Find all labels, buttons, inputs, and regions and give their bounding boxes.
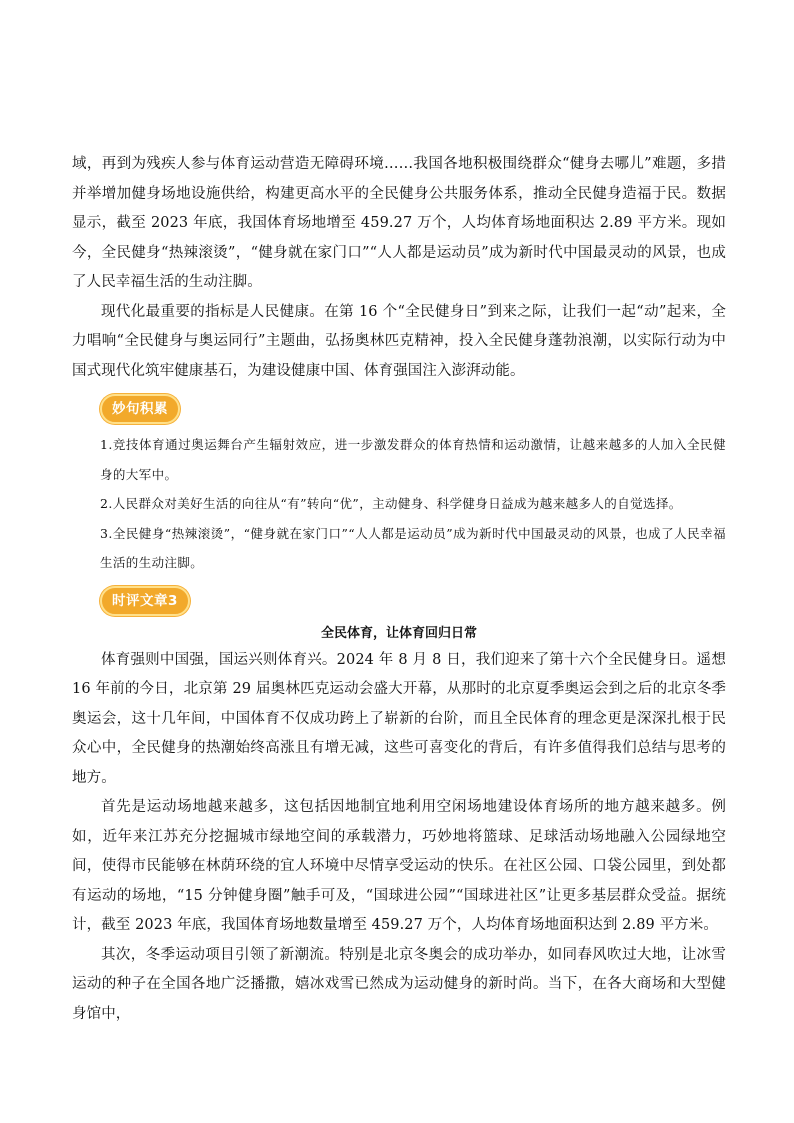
article3-badge: 时评文章3 [100,586,190,616]
continued-paragraph: 域，再到为残疾人参与体育运动营造无障碍环境……我国各地积极围绕群众“健身去哪儿”难题，多措并举增加健身场地设施供给，构建更高水平的全民健身公共服务体系，推动全民健身造福于民。数据显示，截至 2023 年底，我国体育场地增至 459.27 万个，人均体育场地面积达 2.89 平方米。现如今，全民健身“热辣滚烫”，“健身就在家门口”“人人都是运动员”成为新时代中国最灵动的风景，也成了人民幸福生活的生动注脚。 [72,156,726,290]
quote-item: 1.竞技体育通过奥运舞台产生辐射效应，进一步激发群众的体育热情和运动激情，让越来越多的人加入全民健身的大军中。 [100,437,726,482]
quotes-badge: 妙句积累 [100,394,180,424]
document-page [72,150,726,1029]
closing-paragraph: 现代化最重要的指标是人民健康。在第 16 个“全民健身日”到来之际，让我们一起“动”起来，全力唱响“全民健身与奥运同行”主题曲，弘扬奥林匹克精神，投入全民健身蓬勃浪潮，以实际行动为中国式现代化筑牢健康基石，为建设健康中国、体育强国注入澎湃动能。 [72,303,726,379]
quote-item: 2.人民群众对美好生活的向往从“有”转向“优”，主动健身、科学健身日益成为越来越多人的自觉选择。 [100,496,682,511]
quotes-section-header [100,394,726,424]
article-section-header [100,586,726,616]
article-title: 全民体育，让体育回归日常 [320,625,477,641]
quote-item: 3.全民健身“热辣滚烫”，“健身就在家门口”“人人都是运动员”成为新时代中国最灵动的风景，也成了人民幸福生活的生动注脚。 [100,525,726,570]
article-paragraph: 其次，冬季运动项目引领了新潮流。特别是北京冬奥会的成功举办，如同春风吹过大地，让冰雪运动的种子在全国各地广泛播撒，嬉冰戏雪已然成为运动健身的新时尚。当下，在各大商场和大型健身馆中， [72,946,726,1022]
article-paragraph: 体育强则中国强，国运兴则体育兴。2024 年 8 月 8 日，我们迎来了第十六个全民健身日。遥想 16 年前的今日，北京第 29 届奥林匹克运动会盛大开幕，从那时的北京夏季奥运会到之后的北京冬季奥运会，这十几年间，中国体育不仅成功跨上了崭新的台阶，而且全民体育的理念更是深深扎根于民众心中，全民健身的热潮始终高涨且有增无减，这些可喜变化的背后，有许多值得我们总结与思考的地方。 [72,651,726,786]
quotes-list [72,430,726,578]
article-paragraph: 首先是运动场地越来越多，这包括因地制宜地利用空闲场地建设体育场所的地方越来越多。例如，近年来江苏充分挖掘城市绿地空间的承载潜力，巧妙地将篮球、足球活动场地融入公园绿地空间，使得市民能够在林荫环绕的宜人环境中尽情享受运动的快乐。在社区公园、口袋公园里，到处都有运动的场地，“15 分钟健身圈”触手可及，“国球进公园”“国球进社区”让更多基层群众受益。据统计，截至 2023 年底，我国体育场地数量增至 459.27 万个，人均体育场地面积达到 2.89 平方米。 [72,799,726,933]
